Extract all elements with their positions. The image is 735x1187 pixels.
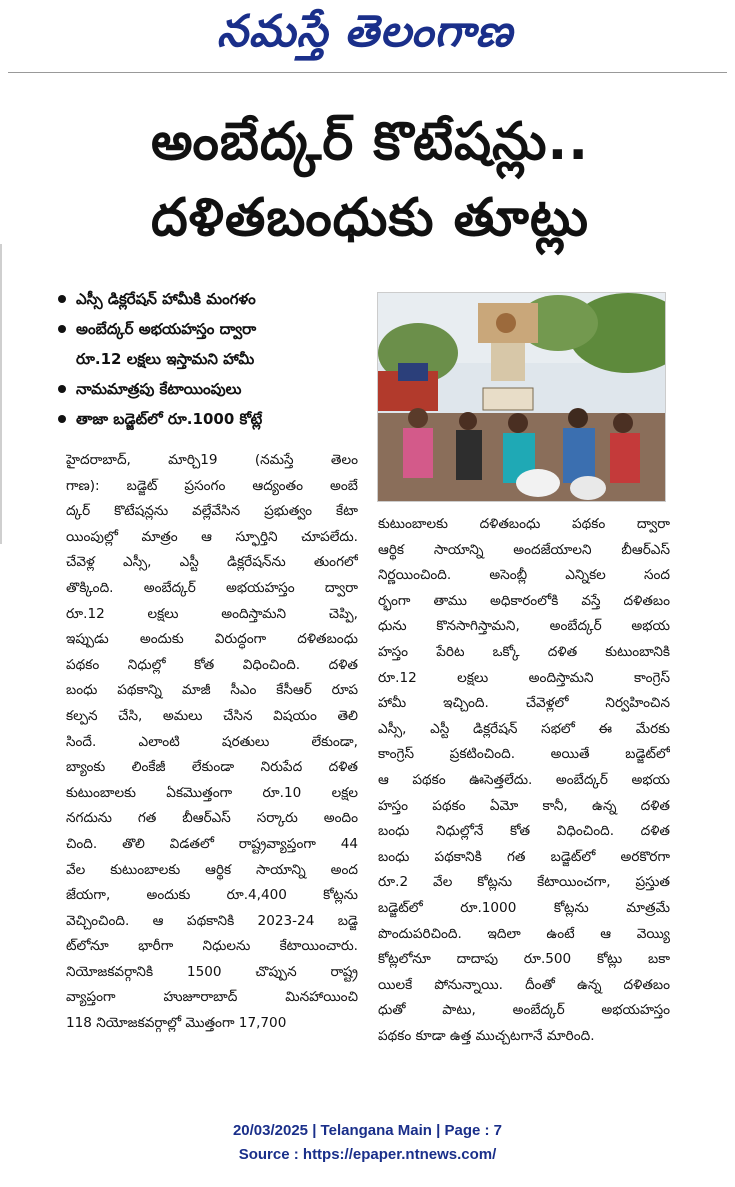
masthead-logo <box>160 6 570 68</box>
bullet-icon <box>58 415 66 423</box>
article-line: చింది. తొలి విడతలో రాష్ట్రవ్యాప్తంగా 44 <box>66 835 358 852</box>
article-line: కుటుంబాలకు ఏకమొత్తంగా రూ.10 లక్షల <box>66 784 358 801</box>
article-line: బడ్జెట్‌లో రూ.1000 కోట్లను మాత్రమే <box>378 899 670 916</box>
highlight-text-cont: రూ.12 లక్షలు ఇస్తామని హామీ <box>76 350 255 368</box>
article-line: పథకం నిధుల్లో కోత విధించింది. దళిత <box>66 656 358 673</box>
article-line: పొందుపరిచింది. ఇదిలా ఉంటే ఆ వెయ్యి <box>378 925 670 942</box>
highlight-item <box>58 314 380 374</box>
article-line: కోట్లలోనూ దాదాపు రూ.500 కోట్లు బకా <box>378 951 670 968</box>
article-line: నగదును గత బీఆర్‌ఎస్ సర్కారు అందిం <box>66 810 358 827</box>
article-line: ఆర్థిక సాయాన్ని అందజేయాలని బీఆర్‌ఎస్ <box>378 541 670 558</box>
highlight-text: నామమాత్రపు కేటాయింపులు <box>76 380 242 398</box>
article-line: ధుతో పాటు, అంబేద్కర్ అభయహస్తం <box>378 1002 670 1019</box>
article-line: ఇప్పుడు అందుకు విరుద్ధంగా దళితబంధు <box>66 631 358 648</box>
article-line: రూ.2 వేల కోట్లను కేటాయించగా, ప్రస్తుత <box>378 874 670 891</box>
article-line: నియోజకవర్గానికి 1500 చొప్పున రాష్ట్ర <box>66 963 358 980</box>
article-line: బంధు పథకాన్ని మాజీ సీఎం కేసీఆర్ రూప <box>66 682 358 699</box>
headline-line-1: అంబేద్కర్ కొటేషన్లు.. <box>150 112 590 172</box>
article-line: బంధు నిధుల్లోనే కోత విధించింది. దళిత <box>378 823 670 840</box>
article-line: బ్యాంకు లింకేజీ లేకుండా నిరుపేద దళిత <box>66 759 358 776</box>
bullet-icon <box>58 385 66 393</box>
article-line: కుటుంబాలకు దళితబంధు పథకం ద్వారా <box>378 516 670 532</box>
article-line: 118 నియోజకవర్గాల్లో మొత్తంగా 17,700 <box>66 1015 287 1032</box>
headline-line-2: దళితబంధుకు తూట్లు <box>151 188 589 248</box>
highlight-text: ఎస్సీ డిక్లరేషన్ హామీకి మంగళం <box>76 290 256 308</box>
article-line: హైదరాబాద్, మార్చి19 (నమస్తే తెలం <box>66 452 358 468</box>
article-line: ట్‌లోనూ భారీగా నిధులను కేటాయించారు. <box>66 938 358 955</box>
article-line: ర్భంగా తాము అధికారంలోకి వస్తే దళితబం <box>378 592 670 609</box>
footer <box>0 1120 735 1166</box>
article-line: నిర్ణయించింది. అసెంబ్లీ ఎన్నికల సంద <box>378 567 670 584</box>
protest-photo <box>377 292 666 502</box>
article-line: ధును కొనసాగిస్తామని, అంబేద్కర్ అభయ <box>378 618 670 635</box>
masthead-divider <box>8 72 727 73</box>
bullet-icon <box>58 325 66 333</box>
article-line: వెచ్చించింది. ఆ పథకానికి 2023-24 బడ్జె <box>66 912 358 929</box>
article-line: రూ.12 లక్షలు అందిస్తామని కాంగ్రెస్ <box>378 669 670 686</box>
bullet-icon <box>58 295 66 303</box>
highlight-item <box>58 374 380 404</box>
article-line: కాంగ్రెస్ ప్రకటించింది. అయితే బడ్జెట్‌లో <box>378 746 670 763</box>
article-line: ఆ పథకం ఊసెత్తలేదు. అంబేద్కర్ అభయ <box>378 771 670 788</box>
article-line: గాణ): బడ్జెట్ ప్రసంగం ఆద్యంతం అంబే <box>66 477 358 494</box>
article-line: చేవెళ్ల ఎస్సీ, ఎస్టీ డిక్లరేషన్‌ను తుంగలో <box>66 554 358 571</box>
highlight-text: అంబేద్కర్ అభయహస్తం ద్వారా <box>76 320 257 338</box>
article-line: వేల కుటుంబాలకు ఆర్థిక సాయాన్ని అంద <box>66 861 358 878</box>
article-column-left <box>66 448 358 1037</box>
article-line: రూ.12 లక్షలు అందిస్తామని చెప్పి, <box>66 605 358 622</box>
article-line: హస్తం పథకం ఏమో కానీ, ఉన్న దళిత <box>378 797 670 814</box>
article-line: యిలకే పోనున్నాయి. దీంతో ఉన్న దళితబం <box>378 976 670 993</box>
article-line: తొక్కింది. అంబేద్కర్ అభయహస్తం ద్వారా <box>66 579 358 596</box>
article-line: వ్యాప్తంగా హుజూరాబాద్ మినహాయించి <box>66 989 358 1006</box>
headline <box>60 104 680 256</box>
article-line: పథకం కూడా ఉత్త ముచ్చటగానే మారింది. <box>378 1027 595 1044</box>
highlights-list <box>58 284 380 434</box>
highlight-text: తాజా బడ్జెట్‌లో రూ.1000 కోట్లే <box>76 410 263 428</box>
highlight-item <box>58 404 380 434</box>
article-column-right <box>378 512 670 1049</box>
article-line: జేయగా, అందుకు రూ.4,400 కోట్లను <box>66 887 358 904</box>
highlight-item <box>58 284 380 314</box>
article-line: సిందే. ఎలాంటి షరతులు లేకుండా, <box>66 733 358 750</box>
article-line: హస్తం పేరిట ఒక్కో దళిత కుటుంబానికి <box>378 643 670 660</box>
article-line: హామీ ఇచ్చింది. చేవెళ్లలో నిర్వహించిన <box>378 695 670 712</box>
masthead-title: నమస్తే తెలంగాణ <box>216 6 514 57</box>
article-line: బంధు పథకానికి గత బడ్జెట్‌లో అరకొరగా <box>378 848 670 865</box>
article-line: యింపుల్లో మాత్రం ఆ స్ఫూర్తిని చూపలేదు. <box>66 528 358 545</box>
footer-source: Source : https://epaper.ntnews.com/ <box>238 1146 497 1163</box>
page-edge-line <box>0 244 2 544</box>
footer-date-page: 20/03/2025 | Telangana Main | Page : 7 <box>232 1122 503 1139</box>
article-line: ద్కర్ కొటేషన్లను వల్లేవేసిన ప్రభుత్వం కేటా <box>66 503 358 520</box>
article-line: కల్పన చేసి, అమలు చేసిన విషయం తెలి <box>66 707 358 724</box>
article-line: ఎస్సీ, ఎస్టీ డిక్లరేషన్ సభలో ఈ మేరకు <box>378 720 670 737</box>
